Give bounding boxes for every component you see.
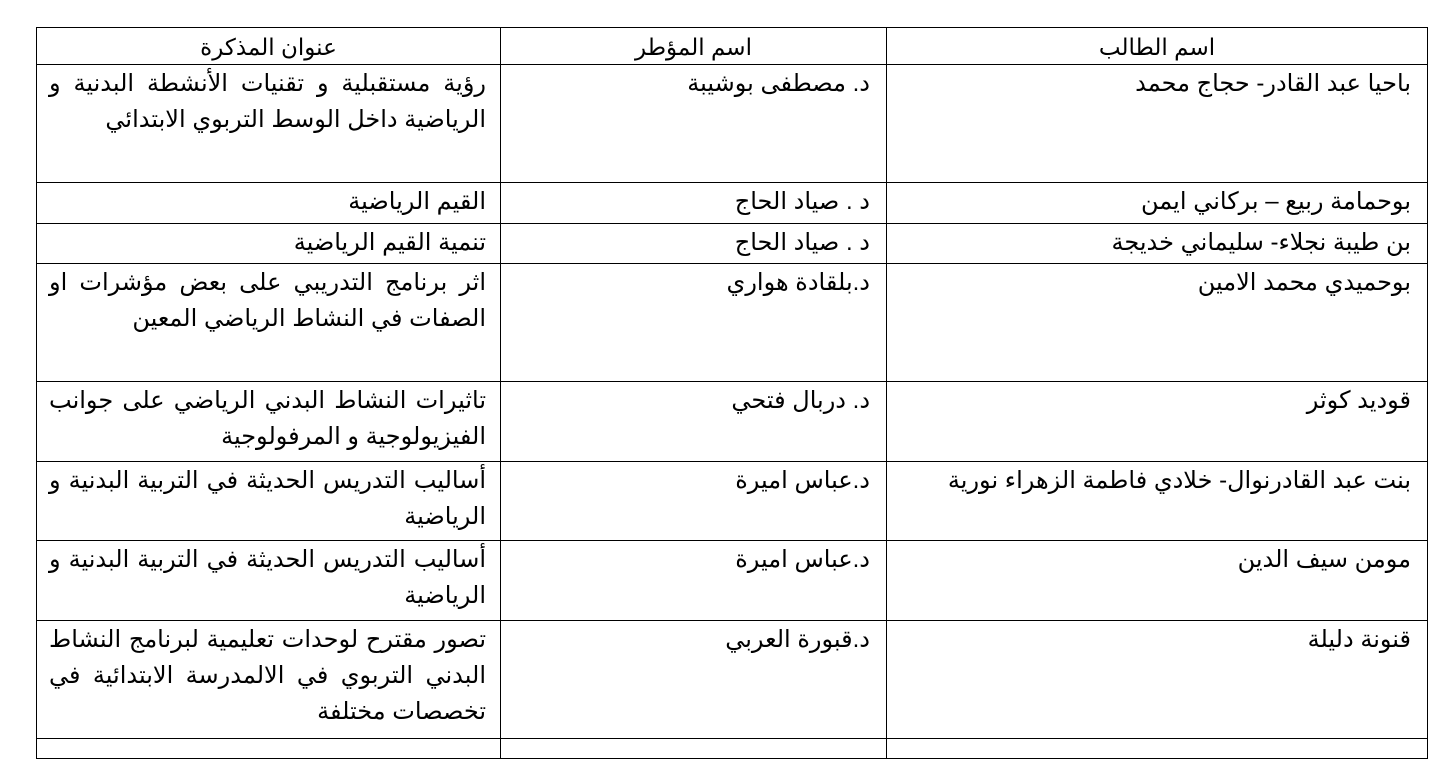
supervisor-cell: د.قبورة العربي: [501, 621, 887, 739]
student-cell: قوديد كوثر: [887, 382, 1428, 462]
student-cell: باحيا عبد القادر- حجاج محمد: [887, 65, 1428, 183]
thesis-title-cell: اثر برنامج التدريبي على بعض مؤشرات او الصفات في النشاط الرياضي المعين: [37, 264, 501, 382]
table-row: [37, 382, 1428, 462]
thesis-title-cell: تصور مقترح لوحدات تعليمية لبرنامج النشاط البدني التربوي في الالمدرسة الابتدائية في تخصصات مختلفة: [37, 621, 501, 739]
table-row: [37, 541, 1428, 621]
table-row: [37, 462, 1428, 541]
table-row: [37, 621, 1428, 739]
thesis-title-cell: أساليب التدريس الحديثة في التربية البدنية و الرياضية: [37, 541, 501, 621]
table-row: [37, 183, 1428, 224]
supervisor-cell: د. مصطفى بوشيبة: [501, 65, 887, 183]
student-cell: بوحمامة ربيع – بركاني ايمن: [887, 183, 1428, 224]
thesis-assignment-table: [36, 27, 1428, 759]
table-row: [37, 65, 1428, 183]
empty-cell: [887, 739, 1428, 759]
thesis-title-cell: رؤية مستقبلية و تقنيات الأنشطة البدنية و الرياضية داخل الوسط التربوي الابتدائي: [37, 65, 501, 183]
empty-cell: [37, 739, 501, 759]
table-row: [37, 224, 1428, 264]
header-row: [37, 28, 1428, 65]
student-cell: بنت عبد القادرنوال- خلادي فاطمة الزهراء نورية: [887, 462, 1428, 541]
student-cell: مومن سيف الدين: [887, 541, 1428, 621]
student-cell: بن طيبة نجلاء- سليماني خديجة: [887, 224, 1428, 264]
supervisor-cell: د. دربال فتحي: [501, 382, 887, 462]
thesis-title-cell: تاثيرات النشاط البدني الرياضي على جوانب الفيزيولوجية و المرفولوجية: [37, 382, 501, 462]
header-student-name: اسم الطالب: [887, 28, 1428, 65]
table-row: [37, 264, 1428, 382]
student-cell: قنونة دليلة: [887, 621, 1428, 739]
supervisor-cell: د . صياد الحاج: [501, 224, 887, 264]
supervisor-cell: د . صياد الحاج: [501, 183, 887, 224]
thesis-title-cell: القيم الرياضية: [37, 183, 501, 224]
student-cell: بوحميدي محمد الامين: [887, 264, 1428, 382]
supervisor-cell: د.عباس اميرة: [501, 462, 887, 541]
table-row-empty: [37, 739, 1428, 759]
thesis-title-cell: أساليب التدريس الحديثة في التربية البدنية و الرياضية: [37, 462, 501, 541]
thesis-title-cell: تنمية القيم الرياضية: [37, 224, 501, 264]
supervisor-cell: د.بلقادة هواري: [501, 264, 887, 382]
header-thesis-title: عنوان المذكرة: [37, 28, 501, 65]
header-supervisor-name: اسم المؤطر: [501, 28, 887, 65]
empty-cell: [501, 739, 887, 759]
supervisor-cell: د.عباس اميرة: [501, 541, 887, 621]
